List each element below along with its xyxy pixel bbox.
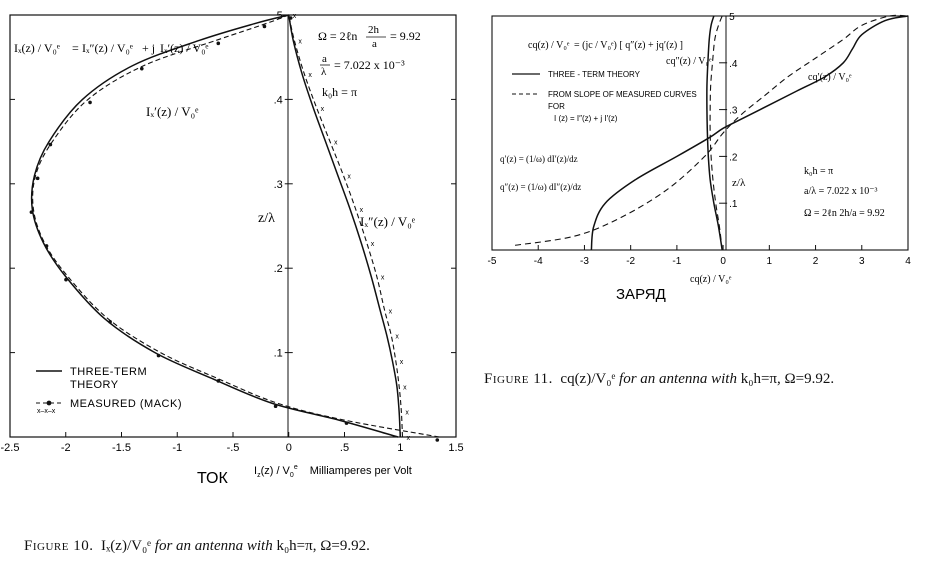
fig10-ylabel: z/λ — [258, 211, 275, 226]
fig11-omega: Ω = 2ℓn 2h/a = 9.92 — [804, 208, 885, 219]
fig11-ylabel: z/λ — [732, 177, 746, 189]
fig10-xlabel: $I_z(z) / V_0^e$ Milliamperes per Volt — [254, 464, 412, 479]
fig11-legend-formula: I (z) = I″(z) + j I′(z) — [554, 114, 618, 123]
y-tick-label: .2 — [273, 263, 283, 276]
x-tick-label: -2 — [60, 442, 71, 454]
x-tick-label: 1 — [766, 256, 773, 267]
x-tick-label: .5 — [339, 442, 350, 454]
measured-x-point: x — [405, 409, 409, 417]
fig11-caption-math: cq(z)/V₀ᵉ — [560, 371, 616, 387]
measured-x-point: x — [359, 207, 364, 215]
x-tick-label: -2 — [626, 256, 636, 267]
x-tick-label: -5 — [487, 256, 497, 267]
fig10-caption-text: for an antenna with — [154, 538, 273, 554]
y-tick-label: .3 — [273, 178, 283, 191]
fig11-aratio: a/λ = 7.022 x 10⁻³ — [804, 186, 878, 197]
fig11-cq-rhs: = (jc / V₀ᵉ) [ q″(z) + jq′(z) ] — [574, 40, 684, 51]
fig11-caption-text: for an antenna with — [619, 371, 737, 387]
x-tick-label: 4 — [905, 256, 911, 267]
fig10-chart — [1, 10, 464, 487]
x-tick-label: 0 — [285, 442, 292, 454]
y-tick-label: .4 — [729, 58, 738, 70]
fig10-iz-prime-label: Iₓ′(z) / V₀ᵉ — [146, 104, 199, 119]
fig10-caption-number: Figure 10. — [24, 538, 94, 554]
fig10-omega-lhs: Ω = 2ℓn — [318, 29, 358, 43]
fig10-legend-marker-text: x–x–x — [37, 408, 56, 415]
x-tick-label: 1.5 — [448, 442, 464, 454]
x-tick-label: 3 — [858, 256, 865, 267]
fig11-cq-dprime-label: cq″(z) / V₀ᵉ — [666, 56, 712, 67]
fig11-k0h: k₀h = π — [804, 166, 834, 177]
x-tick-label: -1 — [672, 256, 682, 267]
measured-x-point: x — [380, 274, 385, 282]
y-tick-label: .3 — [729, 105, 738, 117]
measured-point — [216, 42, 220, 46]
fig10-eq-rhs: Iₓ′(z) / V₀ᵉ — [160, 41, 209, 55]
fig11-label-ru: ЗАРЯД — [616, 286, 666, 303]
fig11-legend-theory: THREE - TERM THEORY — [548, 70, 641, 79]
x-tick-label: -1 — [172, 442, 183, 454]
measured-point — [108, 320, 112, 324]
measured-point — [140, 67, 144, 71]
fig10-omega-den: a — [372, 38, 377, 50]
x-tick-label: -4 — [533, 256, 543, 267]
y-tick-label: .2 — [729, 152, 738, 164]
measured-point — [64, 278, 68, 282]
measured-x-point: x — [388, 308, 393, 316]
measured-point — [49, 143, 53, 147]
measured-x-point: x — [347, 173, 351, 181]
measured-x-point: x — [395, 333, 399, 341]
measured-x-point: x — [292, 13, 297, 20]
fig10-aratio-val: = 7.022 x 10⁻³ — [334, 58, 405, 72]
measured-x-point: x — [370, 240, 375, 248]
fig10-eq-lhs: Iₓ(z) / V₀ᵉ — [14, 41, 60, 55]
measured-point — [263, 25, 267, 29]
fig10-eq-mid: Iₓ″(z) / V₀ᵉ — [82, 41, 133, 55]
fig11-caption-params: k₀h=π, Ω=9.92. — [740, 371, 835, 387]
fig11-caption — [484, 371, 834, 388]
fig10-legend-dot — [47, 401, 52, 406]
fig10-k0h: k₀h = π — [322, 85, 358, 99]
y-tick-label: 5 — [729, 12, 735, 23]
measured-x-point: x — [403, 384, 407, 392]
fig11-caption-number: Figure 11. — [484, 371, 553, 387]
fig10-legend-theory-2: THEORY — [70, 379, 119, 391]
svg-text:=: = — [72, 41, 79, 55]
measured-x-point: x — [406, 435, 410, 442]
fig10-eq-plus: + j — [142, 41, 156, 55]
measured-point — [345, 421, 349, 425]
fig11-cq-lhs: cq(z) / V₀ᵉ — [528, 40, 570, 51]
x-tick-label: -.5 — [226, 442, 240, 454]
x-tick-label: 0 — [720, 256, 726, 267]
y-tick-label: .1 — [729, 199, 738, 211]
measured-point — [274, 404, 278, 408]
measured-point — [30, 210, 34, 214]
y-tick-label: .1 — [273, 347, 283, 360]
measured-x-point: x — [308, 72, 312, 80]
fig11-q-prime: q′(z) = (1/ω) dI′(z)/dz — [500, 154, 578, 164]
fig11-q-dprime: q″(z) = (1/ω) dI″(z)/dz — [500, 182, 582, 192]
fig10-aratio-den: λ — [321, 66, 327, 78]
fig11-xlabel: cq(z) / V₀ᵉ — [690, 274, 732, 285]
fig10-omega-num: 2h — [368, 24, 379, 36]
measured-point — [45, 244, 49, 248]
measured-point — [36, 177, 40, 181]
x-tick-label: -3 — [579, 256, 589, 267]
measured-x-point: x — [320, 105, 325, 113]
fig10-legend-theory-1: THREE-TERM — [70, 366, 148, 378]
x-tick-label: 2 — [812, 256, 819, 267]
x-tick-label: -1.5 — [112, 442, 131, 454]
measured-x-point: x — [334, 139, 338, 147]
fig11-chart — [488, 12, 912, 303]
fig11-cq-prime-label: cq′(z) / V₀ᵉ — [808, 72, 852, 83]
fig10-legend-measured: MEASURED (MACK) — [70, 398, 183, 410]
measured-x-point: x — [399, 359, 404, 367]
fig10-aratio-num: a — [322, 53, 327, 65]
y-tick-label: .5 — [273, 10, 283, 22]
fig11-series-2 — [707, 16, 722, 250]
fig10-label-ru: ТОК — [197, 470, 228, 487]
y-tick-label: .4 — [273, 94, 283, 107]
measured-point — [289, 16, 293, 20]
fig10-omega-val: = 9.92 — [390, 29, 421, 43]
measured-point — [435, 438, 439, 442]
fig10-caption — [24, 538, 370, 555]
fig11-legend-slope: FROM SLOPE OF MEASURED CURVES — [548, 90, 697, 99]
measured-point — [157, 354, 161, 358]
fig10-caption-params: k₀h=π, Ω=9.92. — [276, 538, 370, 554]
measured-point — [216, 379, 220, 383]
fig10-caption-math: Iₓ(z)/V₀ᵉ — [100, 538, 152, 554]
x-tick-label: -2.5 — [0, 442, 20, 454]
x-tick-label: 1 — [397, 442, 404, 454]
measured-point — [88, 101, 92, 105]
fig10-iz-dprime-label: Iₓ″(z) / V₀ᵉ — [360, 214, 416, 229]
fig11-legend-for: FOR — [548, 102, 565, 111]
measured-x-point: x — [298, 38, 302, 46]
